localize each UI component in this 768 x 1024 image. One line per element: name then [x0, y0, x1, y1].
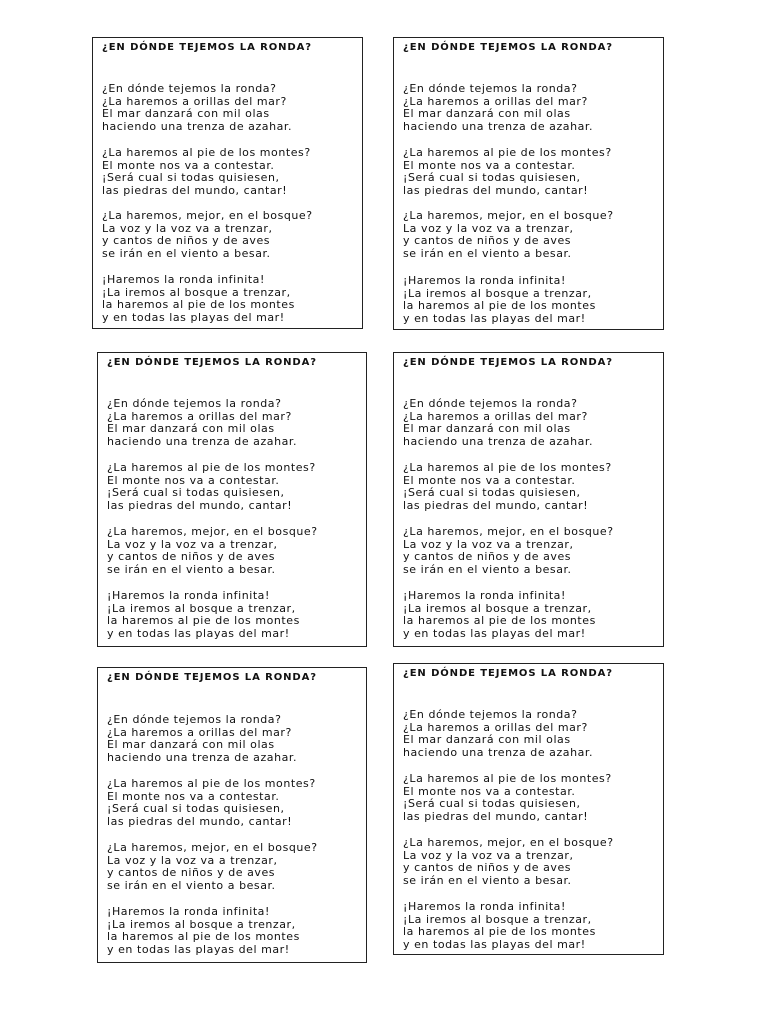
poem-line: El monte nos va a contestar.	[102, 158, 275, 172]
stanza-2	[102, 147, 311, 198]
poem-line: ¿En dónde tejemos la ronda?	[107, 713, 282, 726]
poem-line: El mar danzará con mil olas	[403, 107, 571, 121]
poem-line: ¡Será cual si todas quisiesen,	[107, 486, 285, 500]
poem-line: ¡Será cual si todas quisiesen,	[403, 797, 581, 811]
stanza-1	[102, 83, 292, 134]
poem-line: se irán en el viento a besar.	[107, 879, 276, 893]
poem-line: ¡La iremos al bosque a trenzar,	[403, 286, 592, 300]
poem-line: y en todas las playas del mar!	[403, 312, 586, 326]
stanza-2	[107, 462, 316, 513]
poem-title: ¿EN DÓNDE TEJEMOS LA RONDA?	[403, 668, 613, 679]
poem-line: haciendo una trenza de azahar.	[107, 435, 298, 449]
stanza-4	[403, 901, 596, 952]
poem-line: ¿La haremos al pie de los montes?	[403, 461, 612, 474]
stanza-4	[107, 590, 300, 641]
poem-line: se irán en el viento a besar.	[403, 563, 572, 577]
poem-card-4	[393, 352, 664, 647]
poem-line: haciendo una trenza de azahar.	[102, 120, 293, 134]
poem-line: ¿La haremos a orillas del mar?	[102, 94, 287, 108]
poem-line: la haremos al pie de los montes	[107, 614, 300, 628]
poem-line: se irán en el viento a besar.	[102, 247, 271, 261]
stanza-3	[403, 210, 614, 261]
poem-line: haciendo una trenza de azahar.	[403, 746, 594, 760]
poem-line: se irán en el viento a besar.	[403, 247, 572, 261]
poem-line: y en todas las playas del mar!	[107, 943, 290, 957]
poem-line: las piedras del mundo, cantar!	[107, 815, 293, 829]
poem-line: ¿En dónde tejemos la ronda?	[403, 397, 578, 410]
poem-line: haciendo una trenza de azahar.	[107, 751, 298, 765]
poem-line: La voz y la voz va a trenzar,	[403, 221, 574, 235]
poem-line: y cantos de niños y de aves	[107, 550, 276, 564]
poem-line: las piedras del mundo, cantar!	[403, 810, 589, 824]
poem-line: ¡La iremos al bosque a trenzar,	[107, 601, 296, 615]
stanza-1	[107, 714, 297, 765]
poem-card-5	[97, 667, 367, 963]
poem-line: El mar danzará con mil olas	[403, 733, 571, 747]
stanza-1	[107, 398, 297, 449]
poem-line: las piedras del mundo, cantar!	[403, 499, 589, 513]
poem-line: ¿En dónde tejemos la ronda?	[403, 708, 578, 721]
stanza-2	[403, 462, 612, 513]
poem-title: ¿EN DÓNDE TEJEMOS LA RONDA?	[107, 357, 317, 368]
stanza-1	[403, 398, 593, 449]
stanza-3	[107, 526, 318, 577]
poem-line: La voz y la voz va a trenzar,	[107, 853, 278, 867]
poem-line: ¿La haremos al pie de los montes?	[403, 772, 612, 785]
poem-line: El mar danzará con mil olas	[102, 107, 270, 121]
poem-line: ¡Será cual si todas quisiesen,	[107, 802, 285, 816]
poem-line: ¡La iremos al bosque a trenzar,	[403, 601, 592, 615]
poem-line: ¡Haremos la ronda infinita!	[403, 274, 566, 287]
poem-line: ¿La haremos, mejor, en el bosque?	[102, 209, 313, 222]
poem-line: ¿En dónde tejemos la ronda?	[107, 397, 282, 410]
poem-line: y cantos de niños y de aves	[102, 234, 271, 248]
stanza-3	[403, 837, 614, 888]
poem-line: ¡Haremos la ronda infinita!	[107, 589, 270, 602]
stanza-4	[107, 906, 300, 957]
poem-line: y cantos de niños y de aves	[107, 866, 276, 880]
poem-card-3	[97, 352, 367, 647]
poem-line: ¡La iremos al bosque a trenzar,	[107, 917, 296, 931]
poem-line: la haremos al pie de los montes	[107, 930, 300, 944]
poem-line: y en todas las playas del mar!	[102, 311, 285, 325]
poem-line: ¡Será cual si todas quisiesen,	[102, 171, 280, 185]
poem-line: se irán en el viento a besar.	[403, 874, 572, 888]
poem-line: El monte nos va a contestar.	[107, 789, 280, 803]
stanza-4	[403, 590, 596, 641]
stanza-2	[107, 778, 316, 829]
poem-line: ¡Haremos la ronda infinita!	[403, 900, 566, 913]
poem-line: El monte nos va a contestar.	[107, 473, 280, 487]
stanza-3	[403, 526, 614, 577]
poem-title: ¿EN DÓNDE TEJEMOS LA RONDA?	[403, 42, 613, 53]
poem-line: ¡Haremos la ronda infinita!	[403, 589, 566, 602]
poem-line: ¿La haremos, mejor, en el bosque?	[107, 841, 318, 854]
poem-line: las piedras del mundo, cantar!	[102, 184, 288, 198]
poem-line: ¡Haremos la ronda infinita!	[102, 273, 265, 286]
poem-card-1	[92, 37, 363, 329]
poem-line: la haremos al pie de los montes	[403, 925, 596, 939]
poem-line: ¿La haremos a orillas del mar?	[403, 94, 588, 108]
poem-line: ¡Haremos la ronda infinita!	[107, 905, 270, 918]
poem-line: y cantos de niños y de aves	[403, 861, 572, 875]
poem-line: ¿En dónde tejemos la ronda?	[403, 82, 578, 95]
poem-line: se irán en el viento a besar.	[107, 563, 276, 577]
poem-line: ¿La haremos, mejor, en el bosque?	[107, 525, 318, 538]
poem-title: ¿EN DÓNDE TEJEMOS LA RONDA?	[403, 357, 613, 368]
poem-line: ¿La haremos a orillas del mar?	[107, 409, 292, 423]
stanza-3	[107, 842, 318, 893]
poem-line: La voz y la voz va a trenzar,	[102, 221, 273, 235]
poem-line: El monte nos va a contestar.	[403, 158, 576, 172]
poem-line: El monte nos va a contestar.	[403, 473, 576, 487]
poem-line: la haremos al pie de los montes	[403, 614, 596, 628]
poem-line: ¿La haremos al pie de los montes?	[107, 461, 316, 474]
poem-line: ¿La haremos, mejor, en el bosque?	[403, 836, 614, 849]
poem-line: la haremos al pie de los montes	[403, 299, 596, 313]
poem-line: y cantos de niños y de aves	[403, 234, 572, 248]
poem-line: ¡La iremos al bosque a trenzar,	[102, 285, 291, 299]
poem-line: la haremos al pie de los montes	[102, 298, 295, 312]
poem-line: ¿La haremos al pie de los montes?	[102, 146, 311, 159]
poem-line: ¿En dónde tejemos la ronda?	[102, 82, 277, 95]
poem-line: ¡Será cual si todas quisiesen,	[403, 486, 581, 500]
poem-line: ¿La haremos al pie de los montes?	[403, 146, 612, 159]
poem-card-6	[393, 663, 664, 955]
poem-title: ¿EN DÓNDE TEJEMOS LA RONDA?	[107, 672, 317, 683]
poem-title: ¿EN DÓNDE TEJEMOS LA RONDA?	[102, 42, 312, 53]
poem-line: El mar danzará con mil olas	[403, 422, 571, 436]
poem-line: las piedras del mundo, cantar!	[107, 499, 293, 513]
poem-line: La voz y la voz va a trenzar,	[107, 537, 278, 551]
poem-line: ¿La haremos, mejor, en el bosque?	[403, 525, 614, 538]
stanza-3	[102, 210, 313, 261]
poem-line: La voz y la voz va a trenzar,	[403, 537, 574, 551]
poem-line: haciendo una trenza de azahar.	[403, 120, 594, 134]
poem-line: ¿La haremos a orillas del mar?	[107, 725, 292, 739]
poem-line: haciendo una trenza de azahar.	[403, 435, 594, 449]
stanza-4	[102, 274, 295, 325]
poem-line: ¡Será cual si todas quisiesen,	[403, 171, 581, 185]
poem-line: El mar danzará con mil olas	[107, 738, 275, 752]
stanza-2	[403, 147, 612, 198]
stanza-2	[403, 773, 612, 824]
poem-line: La voz y la voz va a trenzar,	[403, 848, 574, 862]
stanza-4	[403, 275, 596, 326]
poem-line: y en todas las playas del mar!	[107, 627, 290, 641]
poem-line: ¿La haremos, mejor, en el bosque?	[403, 209, 614, 222]
stanza-1	[403, 709, 593, 760]
poem-line: El mar danzará con mil olas	[107, 422, 275, 436]
poem-line: ¿La haremos al pie de los montes?	[107, 777, 316, 790]
poem-line: y cantos de niños y de aves	[403, 550, 572, 564]
poem-line: las piedras del mundo, cantar!	[403, 184, 589, 198]
poem-card-2	[393, 37, 664, 330]
poem-line: y en todas las playas del mar!	[403, 938, 586, 952]
poem-line: y en todas las playas del mar!	[403, 627, 586, 641]
poem-line: El monte nos va a contestar.	[403, 784, 576, 798]
poem-line: ¿La haremos a orillas del mar?	[403, 720, 588, 734]
poem-line: ¡La iremos al bosque a trenzar,	[403, 912, 592, 926]
stanza-1	[403, 83, 593, 134]
poem-line: ¿La haremos a orillas del mar?	[403, 409, 588, 423]
